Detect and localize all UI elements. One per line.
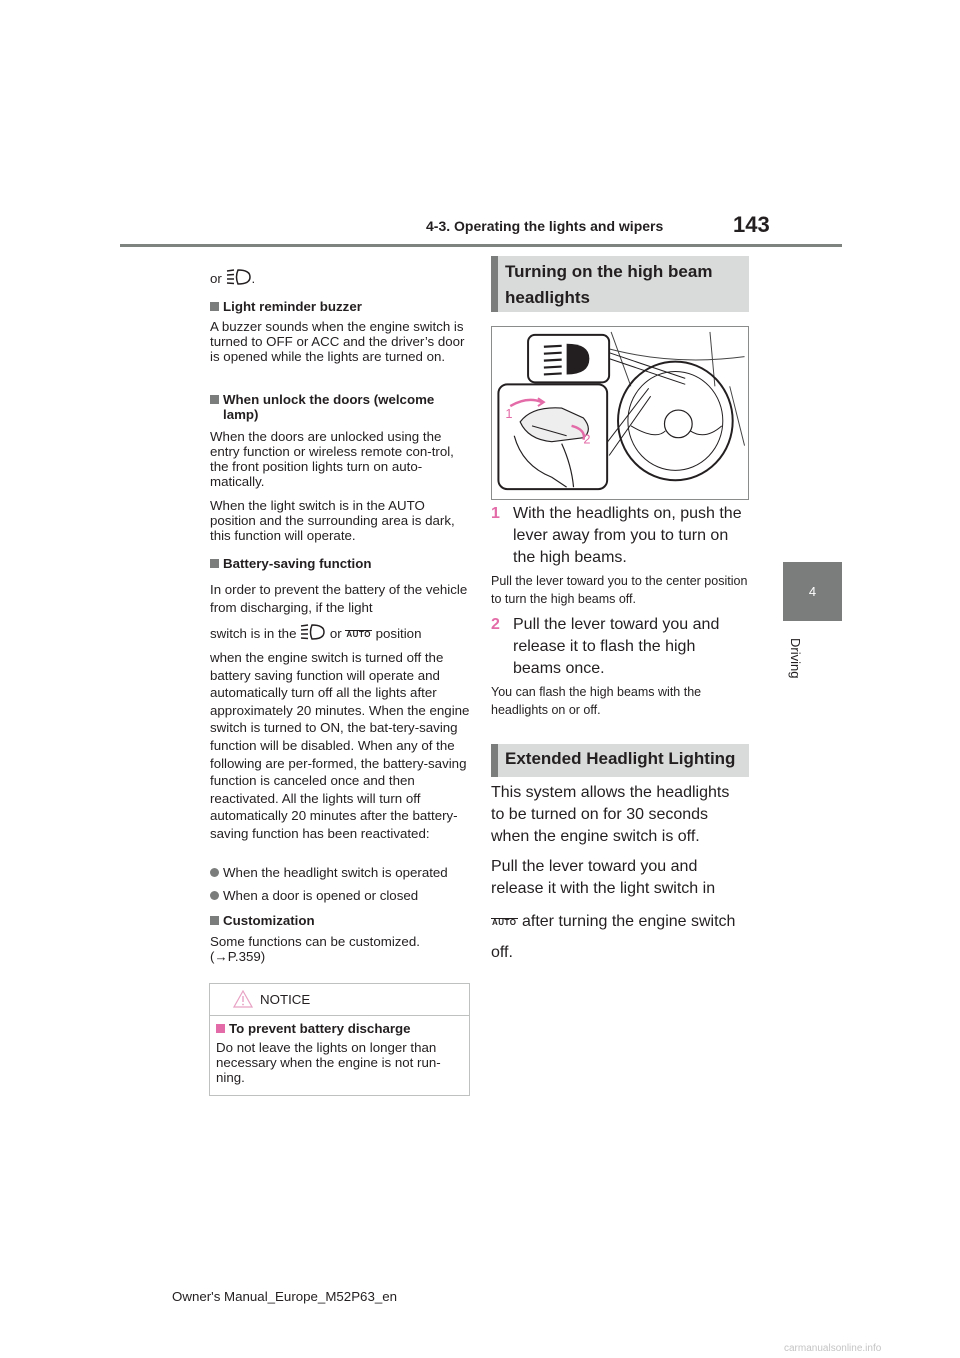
bullet-dot (210, 868, 219, 877)
bullet-square (210, 916, 219, 925)
customization-heading: Customization (210, 913, 470, 928)
step-text: Pull the lever toward you and release it to flash the high beams once. (513, 616, 720, 677)
light-reminder-body: A buzzer sounds when the engine switch is turned to OFF or ACC and the driver’s door is opened while the lights are turned on. (210, 319, 465, 364)
list-item: When a door is opened or closed (210, 888, 470, 903)
page-number: 143 (733, 212, 770, 237)
chapter-tab[interactable]: 4 (783, 562, 842, 621)
chapter-name (783, 638, 803, 698)
extended-lighting-body-2: Pull the lever toward you and release it with the light switch in (491, 858, 716, 897)
bullet-square (210, 302, 219, 311)
bullet-square (216, 1024, 225, 1033)
extended-lighting-body-3: AUTO after turning the engine switch (492, 913, 736, 930)
intro-suffix: . (251, 271, 256, 286)
extended-lighting-body-4: off. (491, 944, 513, 961)
step-text: With the headlights on, push the lever away from you to turn on the high beams. (513, 505, 742, 566)
header-divider (120, 244, 842, 247)
page-reference-link[interactable]: (→P.359) (210, 949, 266, 964)
welcome-lamp-body-1: When the doors are unlocked using the entry function or wireless remote con-trol, the front position lights turn on auto-matically. (210, 429, 454, 489)
extended-lighting-body-1: This system allows the headlights to be turned on for 30 seconds when the engine switch is off. (491, 784, 730, 845)
high-beam-heading: Turning on the high beam headlights (491, 256, 749, 312)
warning-triangle-icon (233, 990, 253, 1008)
headlight-icon (300, 623, 326, 641)
notice-box (209, 983, 470, 1096)
auto-icon: AUTO (346, 630, 371, 639)
bullet-square (210, 395, 219, 404)
footer-manual-name: Owner's Manual_Europe_M52P63_en (172, 1289, 398, 1304)
chapter-name-label: Driving (788, 638, 803, 679)
auto-icon: AUTO (492, 918, 517, 927)
battery-saving-body-a: In order to prevent the battery of the vehicle from discharging, if the light (210, 582, 468, 615)
notice-subheading: To prevent battery discharge (216, 1021, 411, 1036)
battery-saving-body-b: when the engine switch is turned off the battery saving function will operate and automatically turn off all the lights after approximately 20 minutes. When the engine switch is turned to ON, the bat-tery-saving function will be disabled. When any of the following are per-formed, the battery-saving function is canceled once and then reactivated. All the lights will turn off automatically 20 minutes after the battery-saving function has been reactivated: (210, 650, 470, 841)
step-1-note: Pull the lever toward you to the center position to turn the high beams off. (491, 574, 748, 606)
battery-saving-switch-line: switch is in the or AUTO position (210, 623, 470, 641)
light-reminder-heading: Light reminder buzzer (210, 299, 470, 314)
watermark: carmanualsonline.info (784, 1343, 882, 1354)
step-number: 2 (491, 616, 500, 633)
figure-callout-2: 2 (583, 431, 591, 447)
step-number: 1 (491, 505, 500, 522)
bullet-dot (210, 891, 219, 900)
notice-header (210, 984, 469, 1016)
intro-line (210, 268, 470, 286)
figure-callout-1: 1 (505, 405, 513, 421)
welcome-lamp-body-2: When the light switch is in the AUTO position and the surrounding area is dark, this function will operate. (210, 498, 455, 543)
step-2-note: You can flash the high beams with the headlights on or off. (491, 685, 702, 717)
notice-body: Do not leave the lights on longer than necessary when the engine is not run-ning. (216, 1040, 441, 1085)
battery-saving-heading: Battery-saving function (210, 556, 470, 571)
customization-body: Some functions can be customized. (→P.359) (210, 934, 420, 964)
notice-title: NOTICE (260, 992, 311, 1007)
section-title: 4-3. Operating the lights and wipers (426, 218, 664, 234)
high-beam-lever-figure (491, 326, 749, 500)
list-item: When the headlight switch is operated (210, 865, 470, 880)
intro-prefix: or (210, 271, 222, 286)
step-2 (491, 614, 751, 680)
headlight-icon (226, 268, 252, 286)
bullet-square (210, 559, 219, 568)
extended-lighting-heading: Extended Headlight Lighting (491, 744, 749, 777)
step-1 (491, 503, 751, 569)
welcome-lamp-heading: When unlock the doors (welcome lamp) (210, 392, 470, 422)
